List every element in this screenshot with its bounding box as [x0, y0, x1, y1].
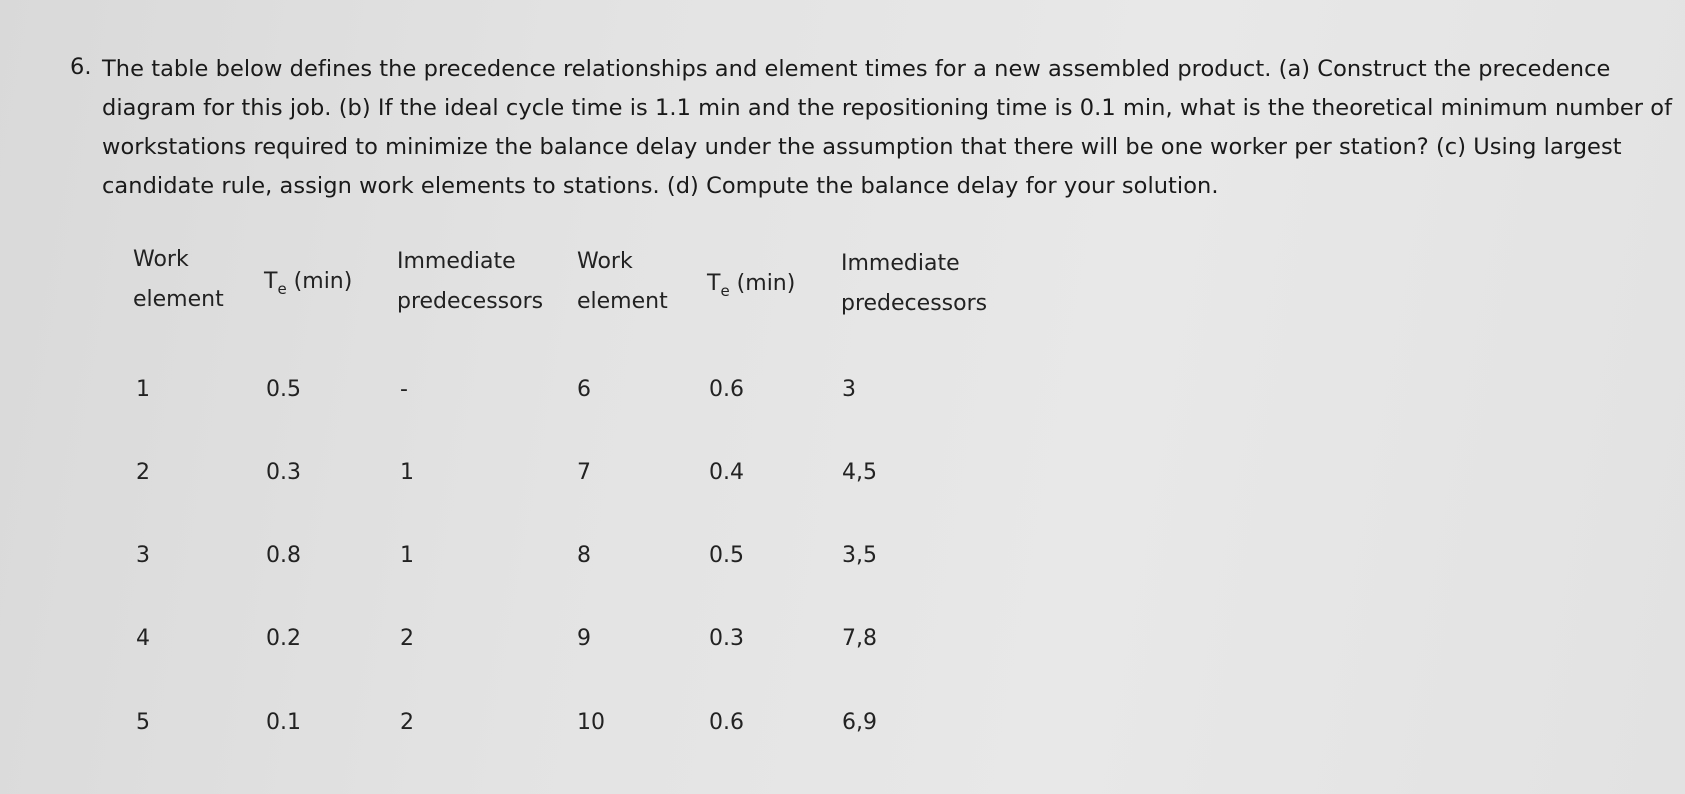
problem-number: 6. [70, 54, 92, 80]
cell-te: 0.3 [709, 626, 744, 651]
header-immediate: Immediate [397, 249, 516, 274]
cell-element: 9 [577, 626, 591, 651]
cell-element: 7 [577, 460, 591, 485]
cell-te: 0.3 [266, 460, 301, 485]
cell-predecessors: 2 [400, 710, 414, 735]
header-work-line1-right: Work [577, 249, 633, 274]
cell-predecessors: - [400, 377, 408, 402]
header-te-sub-right: e [720, 282, 730, 300]
cell-te: 0.4 [709, 460, 744, 485]
header-predecessors: predecessors [397, 289, 544, 314]
cell-te: 0.1 [266, 710, 301, 735]
cell-element: 3 [136, 543, 150, 568]
cell-element: 4 [136, 626, 150, 651]
problem-line-1: The table below defines the precedence relationships and element times for a new assembled product. (a) Construct the precedence [102, 56, 1611, 82]
cell-predecessors: 7,8 [842, 626, 877, 651]
header-work-element-right [577, 242, 668, 322]
cell-predecessors: 6,9 [842, 710, 877, 735]
cell-predecessors: 2 [400, 626, 414, 651]
problem-line-4: candidate rule, assign work elements to stations. (d) Compute the balance delay for your solution. [102, 173, 1219, 199]
header-element-line2-right: element [577, 289, 668, 314]
header-te-right [707, 264, 795, 305]
cell-te: 0.8 [266, 543, 301, 568]
header-te-base-right: T [707, 271, 721, 296]
header-te-unit: (min) [286, 269, 353, 294]
header-predecessors-left [397, 242, 543, 322]
cell-predecessors: 1 [400, 543, 414, 568]
cell-predecessors: 3 [842, 377, 856, 402]
cell-predecessors: 1 [400, 460, 414, 485]
header-element-line2: element [133, 287, 224, 312]
cell-element: 1 [136, 377, 150, 402]
header-te-base: T [264, 269, 278, 294]
header-predecessors-right-line: predecessors [841, 291, 988, 316]
problem-line-2: diagram for this job. (b) If the ideal cycle time is 1.1 min and the repositioning time is 0.1 min, what is the theoretical minimum number of [102, 95, 1673, 121]
cell-predecessors: 3,5 [842, 543, 877, 568]
header-te-sub: e [277, 280, 287, 298]
cell-te: 0.5 [709, 543, 744, 568]
cell-te: 0.5 [266, 377, 301, 402]
header-immediate-right: Immediate [841, 251, 960, 276]
header-work-element-left [133, 240, 224, 320]
header-predecessors-right [841, 244, 987, 324]
cell-element: 5 [136, 710, 150, 735]
header-te-left [264, 262, 352, 303]
cell-element: 8 [577, 543, 591, 568]
header-work-line1: Work [133, 247, 189, 272]
cell-element: 10 [577, 710, 605, 735]
cell-predecessors: 4,5 [842, 460, 877, 485]
cell-te: 0.2 [266, 626, 301, 651]
problem-line-3: workstations required to minimize the balance delay under the assumption that there will be one worker per station? (c) Using largest [102, 134, 1622, 160]
cell-te: 0.6 [709, 377, 744, 402]
cell-element: 6 [577, 377, 591, 402]
cell-element: 2 [136, 460, 150, 485]
cell-te: 0.6 [709, 710, 744, 735]
header-te-unit-right: (min) [729, 271, 796, 296]
